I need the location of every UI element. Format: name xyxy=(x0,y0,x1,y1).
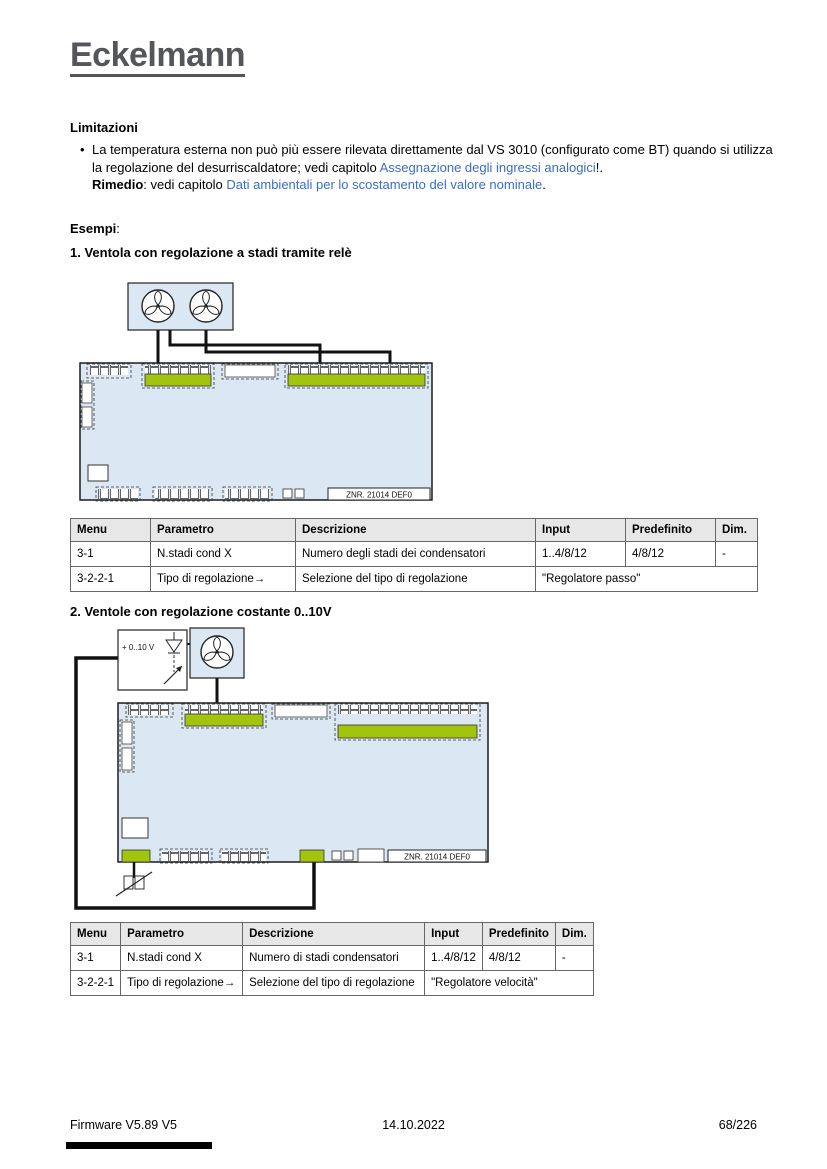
board-label: ZNR. 21014 DEF0 xyxy=(404,852,470,862)
cell-descrizione: Selezione del tipo di regolazione xyxy=(296,567,536,592)
bullet-marker: • xyxy=(80,142,85,157)
link-analog-inputs[interactable]: Assegnazione degli ingressi analogici xyxy=(379,159,596,175)
cell-menu: 3-2-2-1 xyxy=(71,567,151,592)
col-header-parametro: Parametro xyxy=(151,519,296,542)
limitation-bullet xyxy=(80,141,780,194)
diagram-fan-relay xyxy=(70,268,450,508)
cell-descrizione: Selezione del tipo di regolazione xyxy=(243,971,425,996)
cell-menu: 3-2-2-1 xyxy=(71,971,121,996)
sensor-plug xyxy=(116,862,152,896)
col-header-descrizione: Descrizione xyxy=(296,519,536,542)
relay-terminal-strip xyxy=(288,374,425,386)
table-row xyxy=(71,971,594,996)
remedy-text: : vedi capitolo xyxy=(143,177,227,192)
cell-descrizione: Numero degli stadi dei condensatori xyxy=(296,542,536,567)
terminal-strip xyxy=(338,725,477,738)
cell-predefinito: 4/8/12 xyxy=(626,542,716,567)
board-label: ZNR. 21014 DEF0 xyxy=(346,490,412,500)
limitations-heading: Limitazioni xyxy=(70,120,138,135)
board-bottom-connectors xyxy=(122,849,486,863)
relay-terminal-strip xyxy=(145,374,211,386)
cell-input: "Regolatore passo" xyxy=(536,567,758,592)
examples-heading xyxy=(70,221,120,236)
cell-parametro: Tipo di regolazione→ xyxy=(151,567,296,592)
footer-date: 14.10.2022 xyxy=(382,1118,445,1132)
table-header-row xyxy=(71,923,594,946)
cell-parametro: Tipo di regolazione→ xyxy=(121,971,243,996)
fan-icon xyxy=(142,290,174,322)
col-header-menu: Menu xyxy=(71,923,121,946)
cell-dim: - xyxy=(716,542,758,567)
table-header-row xyxy=(71,519,758,542)
board-module xyxy=(88,465,108,481)
terminal-strip xyxy=(185,714,263,726)
footer-page-number: 68/226 xyxy=(718,1118,757,1132)
table-example1 xyxy=(70,518,758,592)
limitation-text: La temperatura esterna non può più essere rilevata direttamente dal VS 3010 (configurato come BT) quando si utilizza la regolazione del desurriscaldatore; vedi capitolo xyxy=(92,142,773,175)
col-header-dim: Dim. xyxy=(555,923,593,946)
examples-label: Esempi xyxy=(70,221,117,236)
cell-parametro: N.stadi cond X xyxy=(151,542,296,567)
cell-input: 1..4/8/12 xyxy=(425,946,483,971)
cell-menu: 3-1 xyxy=(71,542,151,567)
footer-firmware: Firmware V5.89 V5 xyxy=(70,1118,177,1132)
col-header-predefinito: Predefinito xyxy=(482,923,555,946)
col-header-dim: Dim. xyxy=(716,519,758,542)
example2-title: 2. Ventole con regolazione costante 0..10V xyxy=(70,604,332,619)
cell-dim: - xyxy=(555,946,593,971)
col-header-input: Input xyxy=(425,923,483,946)
col-header-descrizione: Descrizione xyxy=(243,923,425,946)
diagram-fan-010v xyxy=(70,622,495,917)
col-header-input: Input xyxy=(536,519,626,542)
cell-input: "Regolatore velocità" xyxy=(425,971,594,996)
fan-icon xyxy=(190,290,222,322)
table-row xyxy=(71,946,594,971)
table-example2 xyxy=(70,922,594,996)
table-row xyxy=(71,567,758,592)
col-header-menu: Menu xyxy=(71,519,151,542)
examples-colon: : xyxy=(116,221,120,236)
limitation-paragraph xyxy=(92,141,780,194)
example1-title: 1. Ventola con regolazione a stadi tramite relè xyxy=(70,245,352,260)
remedy-label: Rimedio xyxy=(92,177,144,192)
link-ambient-data[interactable]: Dati ambientali per lo scostamento del valore nominale xyxy=(226,177,543,192)
cell-predefinito: 4/8/12 xyxy=(482,946,555,971)
voltage-control-box xyxy=(118,630,187,690)
board-module xyxy=(122,818,148,838)
voltage-label: + 0..10 V xyxy=(122,643,155,652)
col-header-parametro: Parametro xyxy=(121,923,243,946)
table-row xyxy=(71,542,758,567)
col-header-predefinito: Predefinito xyxy=(626,519,716,542)
remedy-text-end: . xyxy=(542,177,546,192)
analog-terminal xyxy=(122,850,150,862)
limitation-text-end: !. xyxy=(595,159,603,175)
analog-output-terminal xyxy=(300,850,324,862)
cell-descrizione: Numero di stadi condensatori xyxy=(243,946,425,971)
cell-parametro: N.stadi cond X xyxy=(121,946,243,971)
cell-menu: 3-1 xyxy=(71,946,121,971)
footer-bar xyxy=(66,1142,212,1149)
eckelmann-logo: Eckelmann xyxy=(70,38,245,77)
cell-input: 1..4/8/12 xyxy=(536,542,626,567)
fan-icon xyxy=(201,636,233,668)
